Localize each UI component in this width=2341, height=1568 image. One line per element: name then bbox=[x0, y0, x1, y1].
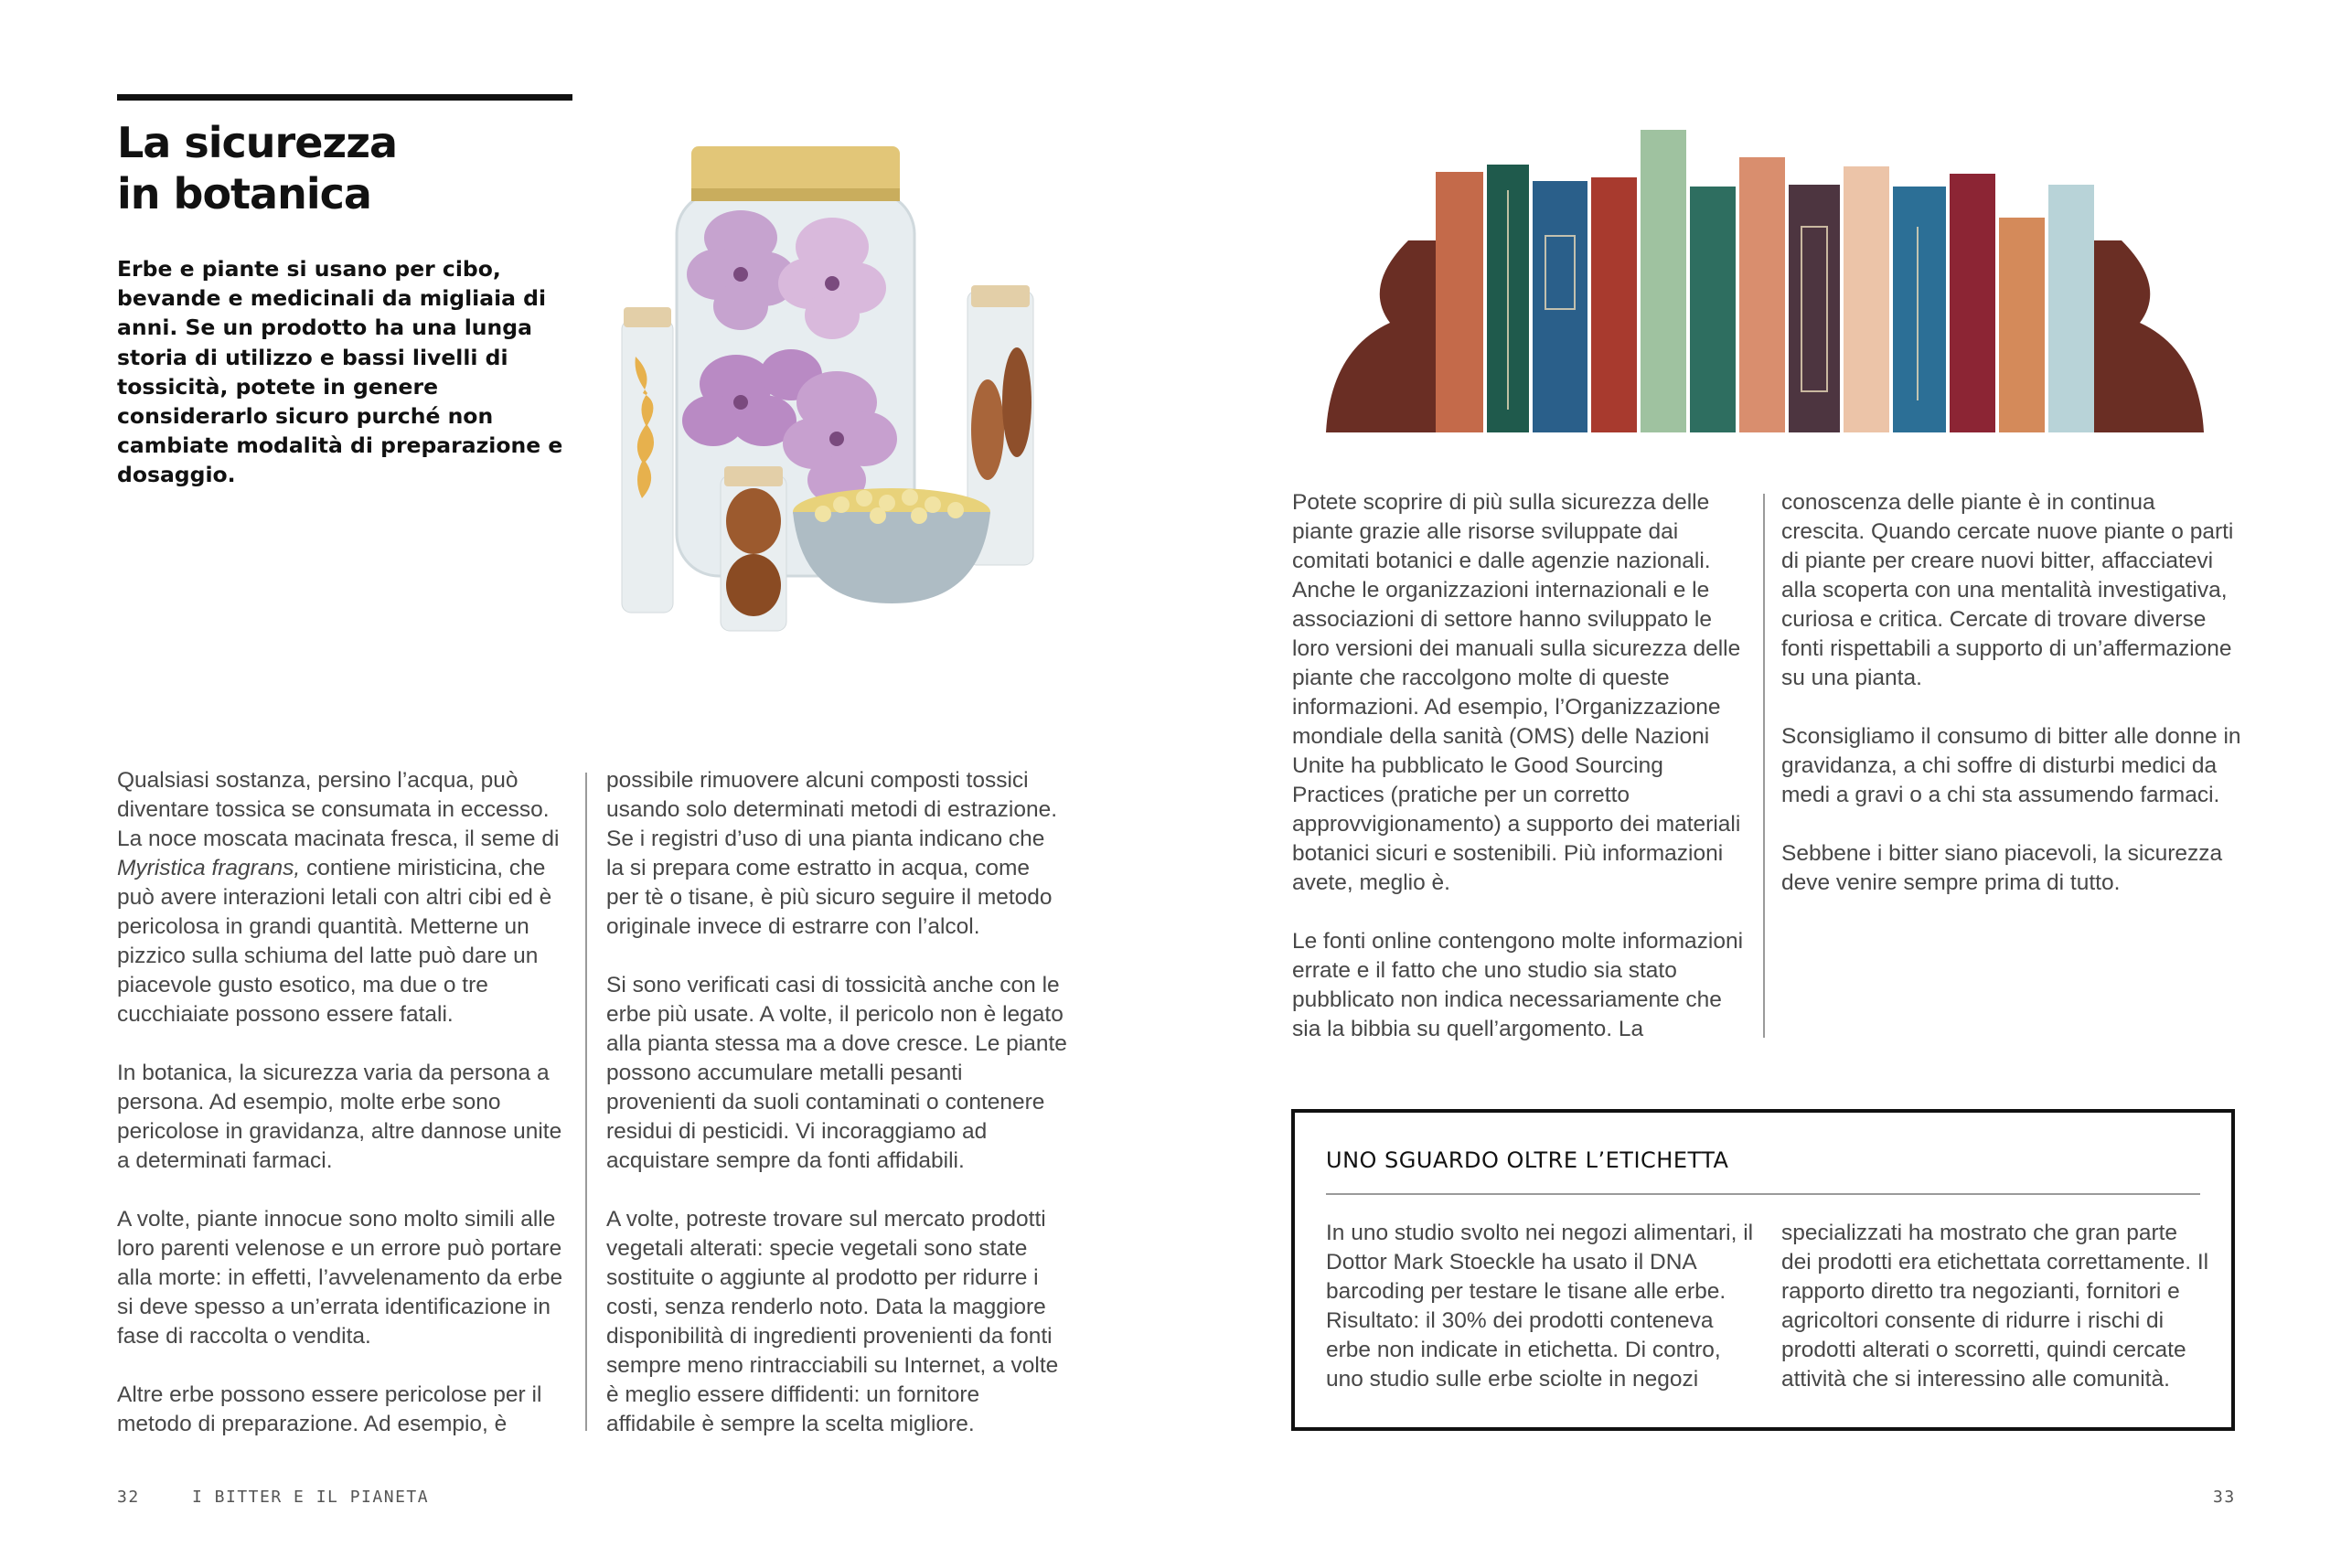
paragraph: Sconsigliamo il consumo di bitter alle donne in gravidanza, a chi soffre di disturbi medici da medi a gravi o a chi sta assumendo farmaci. bbox=[1781, 724, 2241, 807]
paragraph: Le fonti online contengono molte informazioni errate e il fatto che uno studio sia stato pubblicato non indica necessariamente che sia la bibbia su quell’argomento. La bbox=[1292, 929, 1744, 1041]
title-line-2: in botanica bbox=[117, 169, 371, 219]
italic-latin-name: Myristica fragrans, bbox=[117, 856, 301, 880]
box-column-1 bbox=[1326, 1219, 1756, 1394]
left-column-2 bbox=[606, 766, 1068, 1439]
paragraph: In botanica, la sicurezza varia da persona a persona. Ad esempio, molte erbe sono pericolose in gravidanza, altre dannose unite a determinati farmaci. bbox=[117, 1061, 562, 1173]
running-head: I BITTER E IL PIANETA bbox=[192, 1488, 430, 1507]
paragraph: possibile rimuovere alcuni composti tossici usando solo determinati metodi di estrazione. Se i registri d’uso di una pianta indicano che la si prepara come estratto in acqua, come per tè o tisane, è più sicuro seguire il metodo originale invece di estrarre con l’alcol. bbox=[606, 768, 1058, 939]
left-column-1 bbox=[117, 766, 579, 1439]
paragraph: Sebbene i bitter siano piacevoli, la sicurezza deve venire sempre prima di tutto. bbox=[1781, 841, 2223, 895]
column-divider bbox=[585, 773, 587, 1431]
paragraph: specializzati ha mostrato che gran parte dei prodotti era etichettata correttamente. Il rapporto diretto tra negozianti, fornitori e agricoltori consente di ridurre i rischi di prodotti alterati o scorretti, quindi cercate attività che si interessino alle comunità. bbox=[1781, 1221, 2209, 1392]
paragraph: Altre erbe possono essere pericolose per il metodo di preparazione. Ad esempio, è bbox=[117, 1382, 542, 1436]
right-column-2 bbox=[1781, 488, 2243, 898]
right-bookend bbox=[2094, 240, 2204, 432]
bowl-seeds bbox=[793, 488, 990, 603]
page-title bbox=[117, 117, 593, 219]
small-jar-almonds bbox=[721, 466, 786, 631]
paragraph: Potete scoprire di più sulla sicurezza delle piante grazie alle risorse sviluppate dai comitati botanici e dalle agenzie nazionali. Anche le organizzazioni internazionali e le associazioni di settore hanno sviluppato le loro versioni dei manuali sulla sicurezza delle piante che raccolgono molte di queste informazioni. Ad esempio, l’Organizzazione mondiale della sanità (OMS) delle Nazioni Unite ha pubblicato le Good Sourcing Practices (pratiche per un corretto approvvigionamento) a supporto dei materiali botanici sicuri e sostenibili. Più informazioni avete, meglio è. bbox=[1292, 490, 1741, 895]
column-divider bbox=[1763, 494, 1765, 1038]
page-number-left: 32 bbox=[117, 1488, 140, 1507]
text-fragment: contiene miristicina, che può avere interazioni letali con altri cibi ed è pericolosa in grandi quantità. Metterne un pizzico sulla schiuma del latte può dare un piacevole gusto esotico, ma due o tre cucchiaiate possono essere fatali. bbox=[117, 856, 552, 1027]
left-bookend bbox=[1326, 240, 1436, 432]
right-column-1 bbox=[1292, 488, 1754, 1044]
box-title: UNO SGUARDO OLTRE L’ETICHETTA bbox=[1326, 1147, 1729, 1173]
page-number-right: 33 bbox=[2213, 1488, 2236, 1507]
jars-illustration bbox=[604, 128, 1097, 640]
paragraph: A volte, piante innocue sono molto simili alle loro parenti velenose e un errore può portare alla morte: in effetti, l’avvelenamento da erbe si deve spesso a un’errata identificazione in fase di raccolta o vendita. bbox=[117, 1207, 563, 1349]
box-column-2 bbox=[1781, 1219, 2211, 1394]
paragraph: Si sono verificati casi di tossicità anche con le erbe più usate. A volte, il pericolo non è legato alla pianta stessa ma a dove cresce. Le piante possono accumulare metalli pesanti provenienti da suoli contaminati o contenere residui di pesticidi. Vi incoraggiamo ad acquistare sempre da fonti affidabili. bbox=[606, 973, 1067, 1173]
small-jar-ginger bbox=[622, 307, 673, 613]
title-line-1: La sicurezza bbox=[117, 118, 398, 167]
paragraph: conoscenza delle piante è in continua crescita. Quando cercate nuove piante o parti di piante per creare nuovi bitter, affacciatevi alla scoperta con una mentalità investigativa, curiosa e critica. Cercate di trovare diverse fonti rispettabili a supporto di un’affermazione su una pianta. bbox=[1781, 490, 2234, 690]
bookshelf-illustration bbox=[1317, 126, 2213, 446]
lead-paragraph: Erbe e piante si usano per cibo, bevande e medicinali da migliaia di anni. Se un prodotto ha una lunga storia di utilizzo e bassi livelli di tossicità, potete in genere considerarlo sicuro purché non cambiate modalità di preparazione e dosaggio. bbox=[117, 256, 563, 488]
title-rule bbox=[117, 94, 572, 101]
text-fragment: Qualsiasi sostanza, persino l’acqua, può diventare tossica se consumata in eccesso. La noce moscata macinata fresca, il seme di bbox=[117, 768, 560, 851]
paragraph: A volte, potreste trovare sul mercato prodotti vegetali alterati: specie vegetali sono state sostituite o aggiunte al prodotto per ridurre i costi, senza renderlo noto. Data la maggiore disponibilità di ingredienti provenienti da fonti sempre meno rintracciabili su Internet, a volte è meglio essere diffidenti: un fornitore affidabile è sempre la scelta migliore. bbox=[606, 1207, 1059, 1436]
sidebar-box bbox=[1291, 1109, 2235, 1431]
paragraph bbox=[117, 766, 579, 1029]
box-rule bbox=[1326, 1193, 2200, 1195]
book-spines bbox=[1436, 130, 2094, 432]
paragraph: In uno studio svolto nei negozi alimentari, il Dottor Mark Stoeckle ha usato il DNA barcoding per testare le tisane alle erbe. Risultato: il 30% dei prodotti conteneva erbe non indicate in etichetta. Di contro, uno studio sulle erbe sciolte in negozi bbox=[1326, 1221, 1754, 1392]
